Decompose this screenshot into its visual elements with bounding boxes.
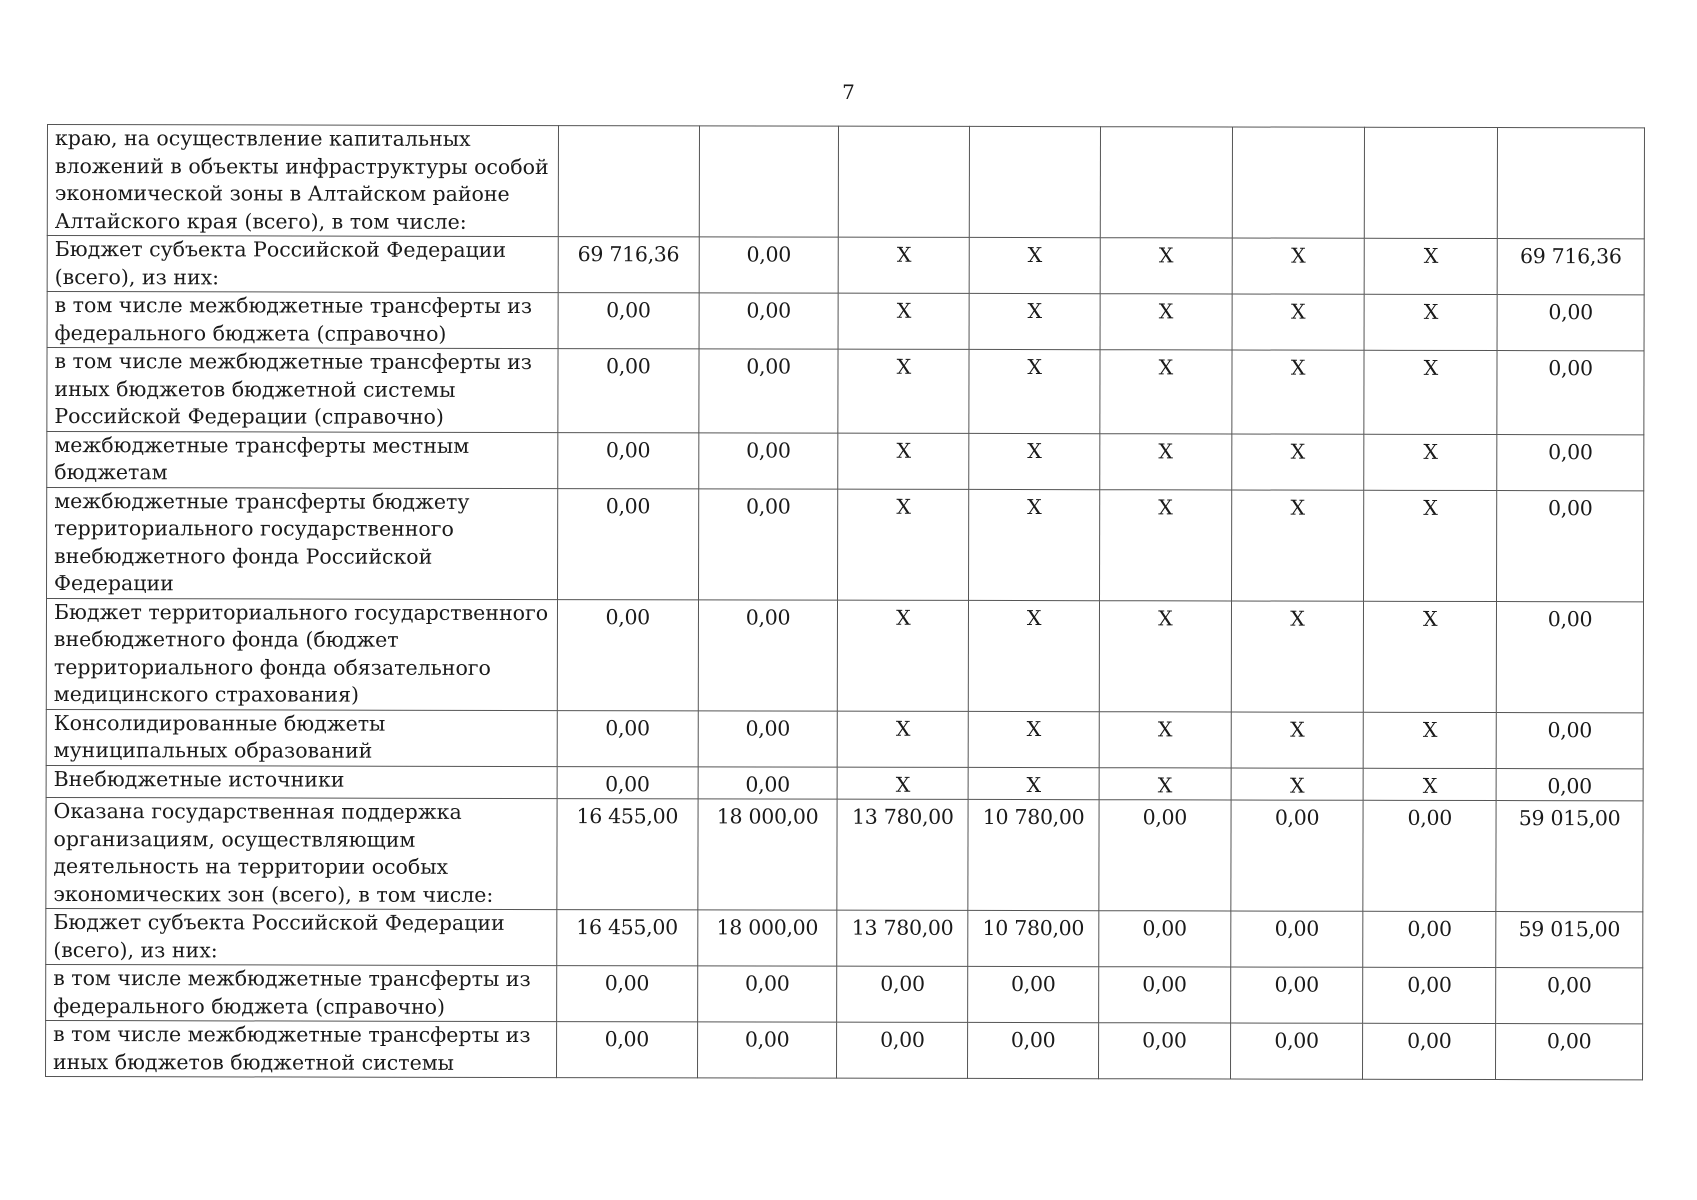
value-cell: X xyxy=(1364,294,1497,350)
value-cell: 0,00 xyxy=(1230,800,1363,911)
value-cell: 13 780,00 xyxy=(837,910,968,966)
value-cell: X xyxy=(1231,350,1364,434)
value-cell: 0,00 xyxy=(697,1022,837,1078)
value-cell xyxy=(1365,127,1498,238)
value-cell: X xyxy=(1364,434,1497,490)
value-cell: 0,00 xyxy=(1497,490,1644,601)
value-cell: 0,00 xyxy=(968,966,1099,1022)
value-cell: X xyxy=(1100,294,1232,350)
row-label: в том числе межбюджетные трансферты из иных бюджетов бюджетной системы Российской Федерации (справочно) xyxy=(47,348,558,433)
value-cell: 16 455,00 xyxy=(557,799,698,910)
page-number: 7 xyxy=(842,80,855,104)
row-label: Бюджет субъекта Российской Федерации (всего), из них: xyxy=(47,236,558,293)
value-cell: X xyxy=(838,433,969,489)
value-cell: X xyxy=(969,237,1100,293)
value-cell: 13 780,00 xyxy=(837,799,968,910)
value-cell: 0,00 xyxy=(837,966,968,1022)
row-label: краю, на осуществление капитальных вложений в объекты инфраструктуры особой экономической зоны в Алтайском районе Алтайского края (всего), в том числе: xyxy=(47,125,558,237)
value-cell: 0,00 xyxy=(557,599,698,710)
value-cell: 0,00 xyxy=(558,349,699,433)
value-cell: 0,00 xyxy=(557,488,698,599)
value-cell: X xyxy=(969,433,1100,489)
value-cell: 59 015,00 xyxy=(1496,801,1643,912)
value-cell: 0,00 xyxy=(699,237,839,293)
value-cell: 0,00 xyxy=(557,710,698,766)
row-label: в том числе межбюджетные трансферты из федерального бюджета (справочно) xyxy=(47,292,558,349)
table-row xyxy=(46,1020,1643,1079)
value-cell: 0,00 xyxy=(1496,968,1643,1024)
value-cell: 10 780,00 xyxy=(968,910,1099,966)
value-cell: 0,00 xyxy=(698,599,838,710)
value-cell: X xyxy=(1232,294,1365,350)
value-cell: X xyxy=(838,489,969,600)
value-cell: X xyxy=(968,767,1099,800)
value-cell: 59 015,00 xyxy=(1496,912,1643,968)
row-label: в том числе межбюджетные трансферты из иных бюджетов бюджетной системы xyxy=(46,1020,557,1077)
table-row xyxy=(46,964,1643,1023)
table-row xyxy=(47,292,1644,351)
row-label: Бюджет территориального государственного внебюджетного фонда (бюджет территориального фонда обязательного медицинского страхования) xyxy=(46,598,557,710)
value-cell: X xyxy=(968,711,1099,767)
table-row xyxy=(46,765,1643,801)
value-cell: X xyxy=(1364,712,1497,768)
row-label: в том числе межбюджетные трансферты из федерального бюджета (справочно) xyxy=(46,964,557,1021)
value-cell: X xyxy=(969,489,1100,600)
value-cell: X xyxy=(1364,350,1497,434)
value-cell: 10 780,00 xyxy=(968,799,1099,910)
table-row xyxy=(46,709,1643,768)
value-cell: X xyxy=(969,349,1100,433)
value-cell: 0,00 xyxy=(698,766,838,799)
value-cell: X xyxy=(838,293,969,349)
value-cell: 0,00 xyxy=(1230,911,1363,967)
value-cell xyxy=(699,126,839,237)
row-label: Консолидированные бюджеты муниципальных образований xyxy=(46,709,557,766)
value-cell: 0,00 xyxy=(698,488,838,599)
value-cell xyxy=(1232,127,1365,238)
budget-table xyxy=(45,124,1645,1080)
value-cell: X xyxy=(838,349,969,433)
table-row xyxy=(47,431,1644,490)
value-cell: 0,00 xyxy=(1099,967,1231,1023)
value-cell: X xyxy=(839,237,970,293)
row-label: Внебюджетные источники xyxy=(46,765,557,799)
value-cell: 0,00 xyxy=(1496,601,1643,712)
value-cell: 0,00 xyxy=(1098,1023,1230,1079)
value-cell: 0,00 xyxy=(968,1022,1099,1078)
row-label: межбюджетные трансферты местным бюджетам xyxy=(47,431,558,488)
value-cell: X xyxy=(1231,433,1364,489)
value-cell: X xyxy=(1364,490,1497,601)
value-cell: X xyxy=(1099,489,1231,600)
value-cell: 0,00 xyxy=(556,1022,697,1078)
value-cell: 0,00 xyxy=(1099,911,1231,967)
table-row xyxy=(47,348,1644,435)
value-cell: 0,00 xyxy=(1497,434,1644,490)
value-cell: 0,00 xyxy=(1496,712,1643,768)
value-cell: X xyxy=(838,600,969,711)
value-cell: X xyxy=(1100,433,1232,489)
value-cell: X xyxy=(1099,767,1231,800)
table-row xyxy=(46,797,1643,911)
value-cell: 0,00 xyxy=(1363,911,1496,967)
value-cell: 0,00 xyxy=(1497,351,1644,435)
table-row xyxy=(47,125,1644,239)
row-label: Бюджет субъекта Российской Федерации (всего), из них: xyxy=(46,908,557,965)
value-cell: 16 455,00 xyxy=(557,910,698,966)
value-cell: 0,00 xyxy=(1099,800,1231,911)
value-cell: X xyxy=(1364,601,1497,712)
value-cell: X xyxy=(1100,238,1232,294)
value-cell: X xyxy=(1231,489,1364,600)
value-cell: 0,00 xyxy=(698,432,838,488)
value-cell: 0,00 xyxy=(1496,768,1643,801)
value-cell: 0,00 xyxy=(1363,967,1496,1023)
value-cell: X xyxy=(1231,600,1364,711)
value-cell: 0,00 xyxy=(1496,1024,1643,1080)
value-cell: X xyxy=(838,711,969,767)
value-cell: X xyxy=(969,293,1100,349)
value-cell xyxy=(558,126,699,237)
value-cell: X xyxy=(1099,711,1231,767)
value-cell: X xyxy=(1231,711,1364,767)
row-label: Оказана государственная поддержка организациям, осуществляющим деятельность на территории особых экономических зон (всего), в том числе: xyxy=(46,797,557,909)
table-row xyxy=(46,598,1643,712)
value-cell: 18 000,00 xyxy=(698,799,838,910)
row-label: межбюджетные трансферты бюджету территориального государственного внебюджетного фонда Российской Федерации xyxy=(47,487,558,599)
value-cell: 69 716,36 xyxy=(558,237,699,293)
value-cell: 0,00 xyxy=(697,966,837,1022)
value-cell: 0,00 xyxy=(699,293,839,349)
value-cell: 0,00 xyxy=(1230,967,1363,1023)
value-cell xyxy=(1497,128,1644,239)
value-cell: 0,00 xyxy=(556,966,697,1022)
table-row xyxy=(47,236,1644,295)
table-row xyxy=(46,908,1643,967)
value-cell: 0,00 xyxy=(558,293,699,349)
value-cell: 0,00 xyxy=(1497,295,1644,351)
value-cell: 0,00 xyxy=(558,432,699,488)
value-cell: 0,00 xyxy=(557,766,698,799)
value-cell: 18 000,00 xyxy=(697,910,837,966)
value-cell: X xyxy=(838,767,969,800)
table-row xyxy=(47,487,1644,601)
value-cell: 0,00 xyxy=(699,349,839,433)
value-cell: X xyxy=(1363,768,1496,801)
value-cell: 0,00 xyxy=(698,710,838,766)
value-cell: X xyxy=(1231,767,1364,800)
value-cell xyxy=(969,126,1100,237)
value-cell xyxy=(839,126,970,237)
value-cell: 0,00 xyxy=(1363,800,1496,911)
value-cell: X xyxy=(1100,350,1232,434)
value-cell: X xyxy=(968,600,1099,711)
value-cell: 0,00 xyxy=(1363,1023,1496,1079)
value-cell: 0,00 xyxy=(1230,1023,1363,1079)
value-cell: 0,00 xyxy=(837,1022,968,1078)
value-cell: X xyxy=(1099,600,1231,711)
value-cell: X xyxy=(1365,238,1498,294)
value-cell: X xyxy=(1232,238,1365,294)
value-cell xyxy=(1100,127,1232,238)
value-cell: 69 716,36 xyxy=(1497,239,1644,295)
